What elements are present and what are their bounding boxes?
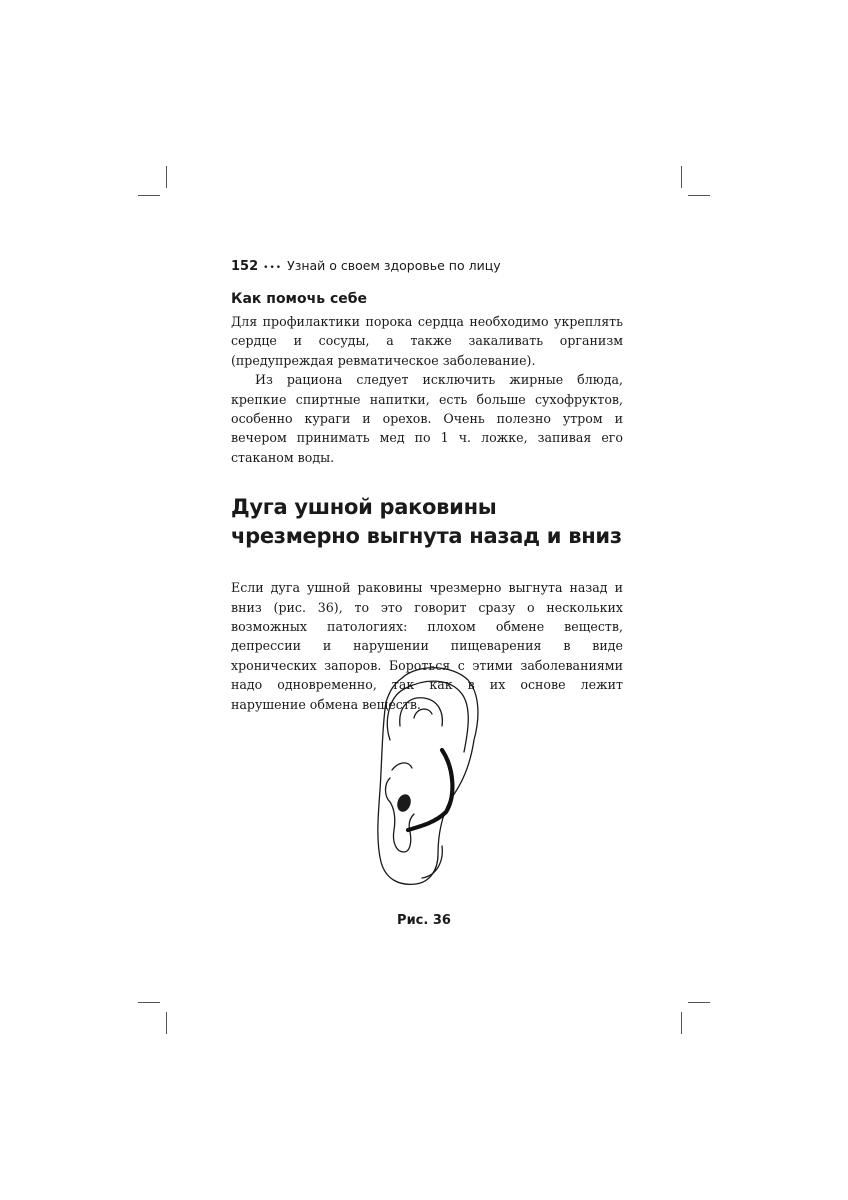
subsection-title: Как помочь себе [231,291,368,307]
crop-mark-top-right-vertical [681,166,682,188]
subsection-paragraph-2: Из рациона следует исключить жирные блюда, крепкие спиртные напитки, есть больше сухофруктов, особенно кураги и орехов. Очень полезно утром и вечером принимать мед по 1 ч. ложке, запивая его стаканом воды. [231,372,623,465]
ear-tragus [386,778,415,852]
crop-mark-bottom-right-horizontal [688,1002,710,1003]
section-paragraph: Если дуга ушной раковины чрезмерно выгнута назад и вниз (рис. 36), то это говорит сразу о нескольких возможных патологиях: плохом обмене веществ, депрессии и нарушении пищеварения в виде хронических запоров. Бороться с этими заболеваниями надо одновременно, так как в их основе лежит нарушение обмена веществ. [231,580,623,712]
ear-concha [392,763,412,770]
crop-mark-bottom-left-vertical [166,1012,167,1034]
crop-mark-bottom-right-vertical [681,1012,682,1034]
figure-caption: Рис. 36 [397,913,451,928]
crop-mark-top-left-vertical [166,166,167,188]
page-content [231,258,623,714]
crop-mark-top-right-horizontal [688,195,710,196]
ear-antihelix-inner [414,709,432,718]
running-head [231,258,623,278]
ear-illustration [372,666,484,888]
subsection-paragraph-1: Для профилактики порока сердца необходимо укреплять сердце и сосуды, а также закаливать организм (предупреждая ревматическое заболевание). [231,314,623,368]
ear-lobe-curve [422,846,442,878]
crop-mark-top-left-horizontal [138,195,160,196]
book-title: Узнай о своем здоровье по лицу [287,258,501,273]
highlighted-arc [408,750,452,830]
crop-mark-bottom-left-horizontal [138,1002,160,1003]
section-title: Дуга ушной раковины чрезмерно выгнута назад и вниз [231,495,622,549]
page-number: 152 [231,259,259,274]
ear-antihelix [400,698,443,726]
header-separator: ••• [263,263,283,273]
ear-canal-spot [395,792,413,813]
